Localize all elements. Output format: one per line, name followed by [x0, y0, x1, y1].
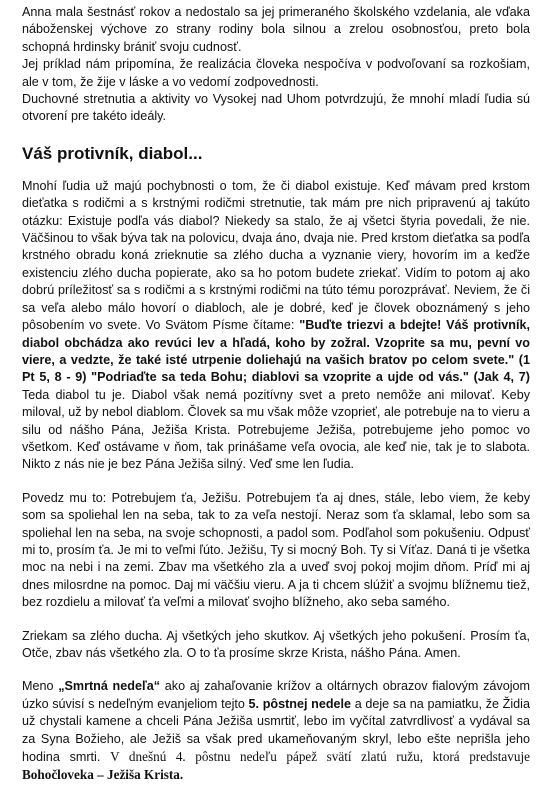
closing-bold-2: 5. pôstnej nedele: [248, 696, 352, 711]
section-text-a: Mnohí ľudia už majú pochybnosti o tom, že či diabol existuje. Keď mávam pred krstom dieťatka s rodičmi a s krstnými rodičmi stretnutie, tak mám pre nich pripravenú aj takúto otázku: Existuje podľa vás diabol? Niekedy sa stalo, že aj všetci štyria povedali, že nie. Väčšinou to však býva tak na polovicu, dvaja áno, dvaja nie. Pred krstom dieťatka sa podľa krstného obradu koná zrieknutie sa zlého ducha a vyznanie viery, hovorím im a keďže existenciu zlého ducha popierate, ako sa ho potom budete zriekať. Vidím to potom aj ako dobrú príležitosť sa s rodičmi a s krstnými rodičmi na túto tému porozprávať. Neviem, že či sa veľa alebo málo hovorí o diabloch, ale je dobré, keď je človek oboznámený s jeho pôsobením vo svete. Vo Svätom Písme čítame:: [22, 178, 530, 333]
section-text-b: Teda diabol tu je. Diabol však nemá pozitívny svet a preto nemôže ani milovať. Keby miloval, už by nebol diablom. Človek sa mu však môže vzoprieť, ale potrebuje na to vieru a silu od nášho Pána, Ježiša Krista. Potrebujeme Ježiša, potrebujeme jeho pomoc vo všetkom. Keď ostávame v ňom, tak prinášame veľa ovocia, ale keď nie, tak je to slabota. Nikto z nás nie je bez Pána Ježiša silný. Veď sme len ľudia.: [22, 387, 530, 472]
closing-text-2: ako aj zahaľovanie krížov a oltárnych obrazov fialovým závojom úzko súvisí s nedeľným evanjeliom tejto: [22, 679, 530, 711]
closing-text-4: V dnešnú 4. pôstnu nedeľu pápež svätí zlatú ružu, ktorá predstavuje: [110, 749, 530, 765]
section-heading: Váš protivník, diabol...: [22, 143, 203, 163]
closing-bold-1: „Smrtná nedeľa“: [58, 679, 161, 694]
intro-paragraph-2: Jej príklad nám pripomína, že realizácia človeka nespočíva v podvoľovaní sa rozkošiam, ale v tom, že žije v láske a vo vedomí zodpovednosti.: [22, 57, 530, 89]
section-paragraph: [22, 178, 530, 474]
closing-text-1: Meno: [22, 679, 59, 694]
closing-bold-3: Bohočloveka – Ježiša Krista.: [22, 767, 184, 783]
intro-paragraph-1: Anna mala šestnásť rokov a nedostalo sa jej primeraného školského vzdelania, ale vďaka náboženskej výchove zo strany rodiny bola silnou a zrelou osobnosťou, preto bola schopná hrdinsky brániť svoju cudnosť.: [22, 5, 530, 54]
closing-paragraph: [22, 678, 530, 784]
prayer-paragraph-1: Povedz mu to: Potrebujem ťa, Ježišu. Potrebujem ťa aj dnes, stále, lebo viem, že keby som sa spoliehal len na seba, tak to za veľa nestojí. Neraz som ťa sklamal, lebo som sa spoliehal len na seba, na svoje schopnosti, a padol som. Podľahol som pokušeniu. Odpusť mi to, prosím ťa. Je mi to veľmi ľúto. Ježišu, Ty si mocný Boh. Ty si Víťaz. Daná ti je všetka moc na nebi i na zemi. Zbav ma všetkého zla a uveď svoj pokoj mojim dňom. Príď mi aj dnes milosrdne na pomoc. Daj mi väčšiu vieru. A ja ti chcem slúžiť a svojmu blížnemu tiež, bez rozdielu a milovať ťa veľmi a milovať svojho blížneho, ako seba samého.: [22, 490, 530, 610]
intro-paragraph-3: Duchovné stretnutia a aktivity vo Vysokej nad Uhom potvrdzujú, že mnohí mladí ľudia sú otvorení pre takéto ideály.: [22, 92, 530, 124]
scripture-quote: "Buďte triezvi a bdejte! Váš protivník, diabol obchádza ako revúci lev a hľadá, koho by zožral. Vzoprite sa mu, pevní vo viere, a vedzte, že také isté utrpenie doliehajú na vašich bratov po celom svete." (1 Pt 5, 8 - 9) "Podriaďte sa teda Bohu; diablovi sa vzoprite a ujde od vás." (Jak 4, 7): [22, 318, 531, 385]
prayer-paragraph-2: Zriekam sa zlého ducha. Aj všetkých jeho skutkov. Aj všetkých jeho pokušení. Prosím ťa, Otče, zbav nás všetkého zla. O to ťa prosíme skrze Krista, nášho Pána. Amen.: [22, 628, 530, 660]
closing-text-3: a deje sa na pamiatku, že Židia už chystali kamene a chceli Pána Ježiša usmrtiť, lebo im vyčítal zatvrdlivosť a vydával sa za Syna Božieho, ale Ježiš sa však pred ukameňovaným skryl, lebo ešte neprišla jeho hodina smrti.: [22, 696, 530, 765]
